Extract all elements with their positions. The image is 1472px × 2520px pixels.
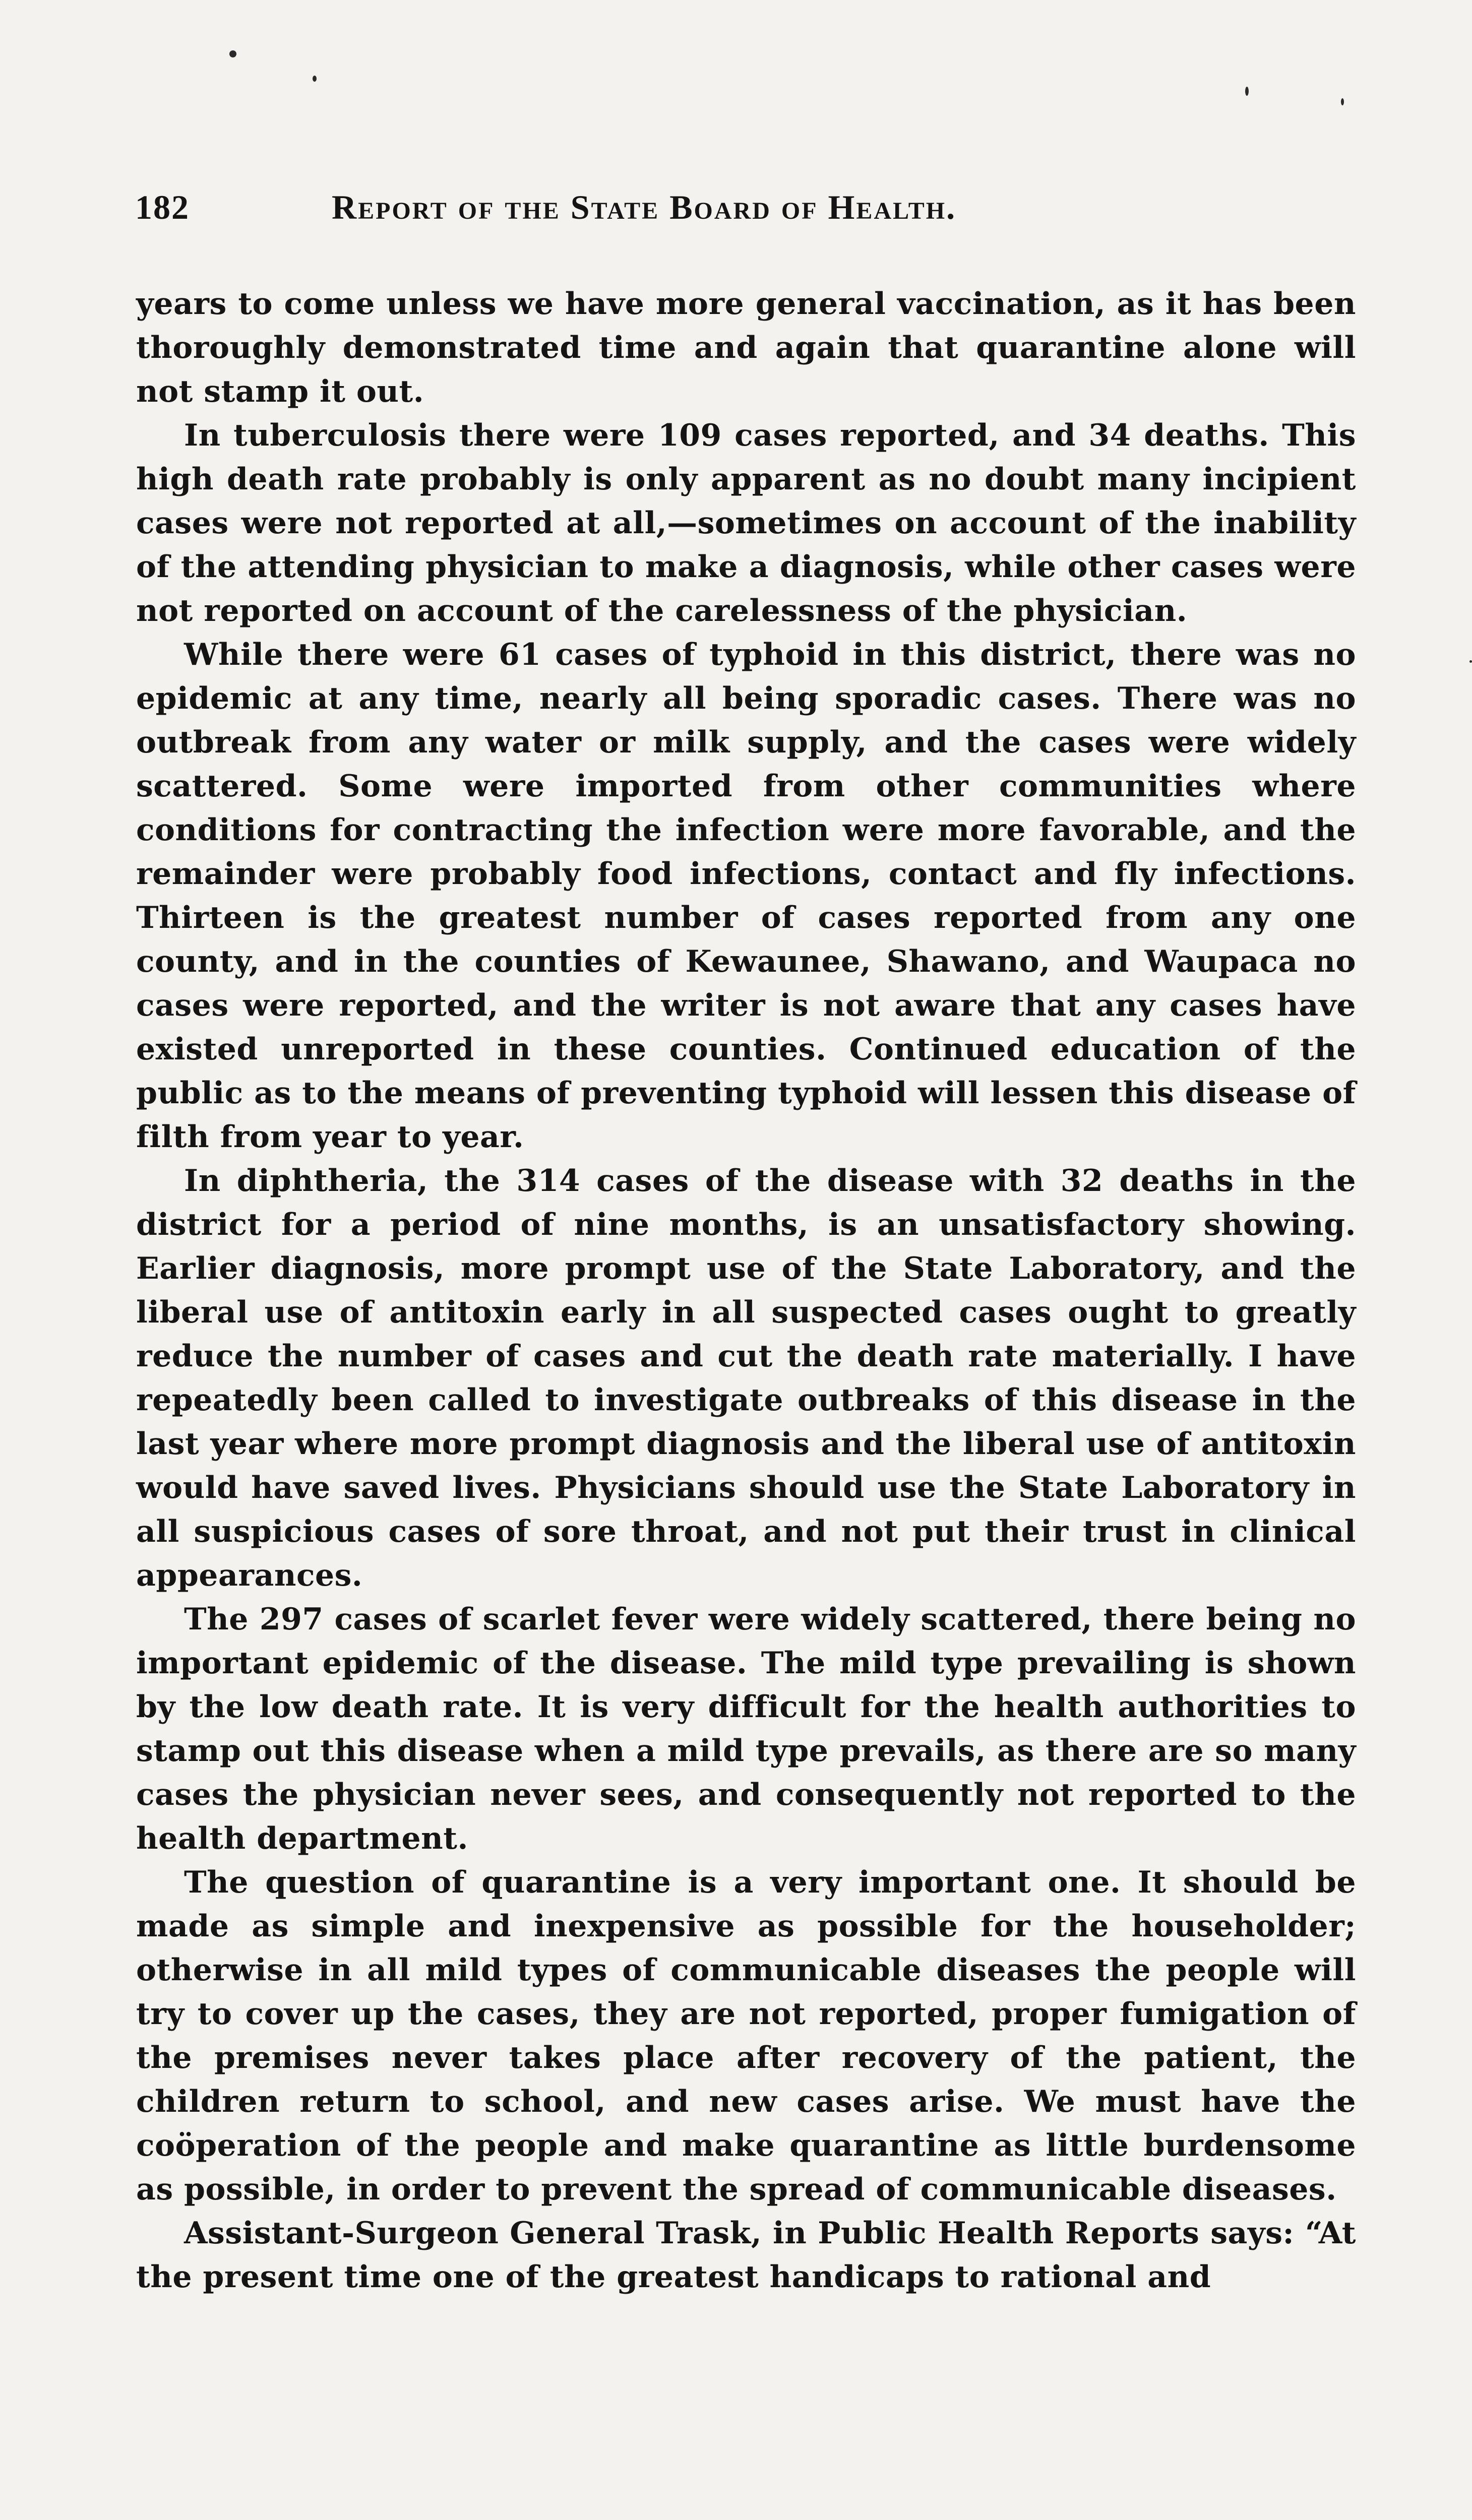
paragraph-typhoid: While there were 61 cases of typhoid in this district, there was no epidemic at any time, nearly all being sporadic cases. There was no outbreak from any water or milk supply, and the cases were widely scattered. Some were imported from other communities where conditions for contracting the infection were more favorable, and the remainder were probably food infections, contact and fly infections. Thirteen is the greatest number of cases reported from any one county, and in the counties of Kewaunee, Shawano, and Waupaca no cases were reported, and the writer is not aware that any cases have existed unreported in these counties. Continued education of the public as to the means of preventing typhoid will lessen this disease of filth from year to year. xyxy=(136,637,1356,1155)
running-head: Report of the State Board of Health. xyxy=(332,188,957,226)
paragraph-trask-quote: Assistant-Surgeon General Trask, in Public Health Reports says: “At the present time one of the greatest handicaps to rational and xyxy=(136,2216,1356,2295)
body-text xyxy=(136,282,1356,2299)
scan-speck xyxy=(1341,98,1344,105)
paragraph-tuberculosis: In tuberculosis there were 109 cases reported, and 34 deaths. This high death rate probably is only apparent as no doubt many incipient cases were not reported at all,—sometimes on account of the inability of the attending physician to make a diagnosis, while other cases were not reported on account of the carelessness of the physician. xyxy=(136,418,1356,628)
paragraph-continuation: years to come unless we have more general vaccination, as it has been thoroughly demonstrated time and again that quarantine alone will not stamp it out. xyxy=(136,286,1356,409)
scan-speck xyxy=(1469,660,1472,663)
paragraph-diphtheria: In diphtheria, the 314 cases of the disease with 32 deaths in the district for a period of nine months, is an unsatisfactory showing. Earlier diagnosis, more prompt use of the State Laboratory, and the liberal use of antitoxin early in all suspected cases ought to greatly reduce the number of cases and cut the death rate materially. I have repeatedly been called to investigate outbreaks of this disease in the last year where more prompt diagnosis and the liberal use of antitoxin would have saved lives. Physicians should use the State Laboratory in all suspicious cases of sore throat, and not put their trust in clinical appearances. xyxy=(136,1163,1356,1593)
scan-speck xyxy=(229,50,236,57)
paragraph-quarantine: The question of quarantine is a very important one. It should be made as simple and inexpensive as possible for the householder; otherwise in all mild types of communicable diseases the people will try to cover up the cases, they are not reported, proper fumigation of the premises never takes place after recovery of the patient, the children return to school, and new cases arise. We must have the coöperation of the people and make quarantine as little burdensome as possible, in order to prevent the spread of communicable diseases. xyxy=(136,1865,1356,2207)
page-number: 182 xyxy=(135,188,190,226)
page-header xyxy=(135,187,1365,233)
paragraph-scarlet-fever: The 297 cases of scarlet fever were widely scattered, there being no important epidemic of the disease. The mild type prevailing is shown by the low death rate. It is very difficult for the health authorities to stamp out this disease when a mild type prevails, as there are so many cases the physician never sees, and consequently not reported to the health department. xyxy=(136,1602,1356,1856)
scan-speck xyxy=(313,76,317,82)
scan-speck xyxy=(1245,87,1249,96)
